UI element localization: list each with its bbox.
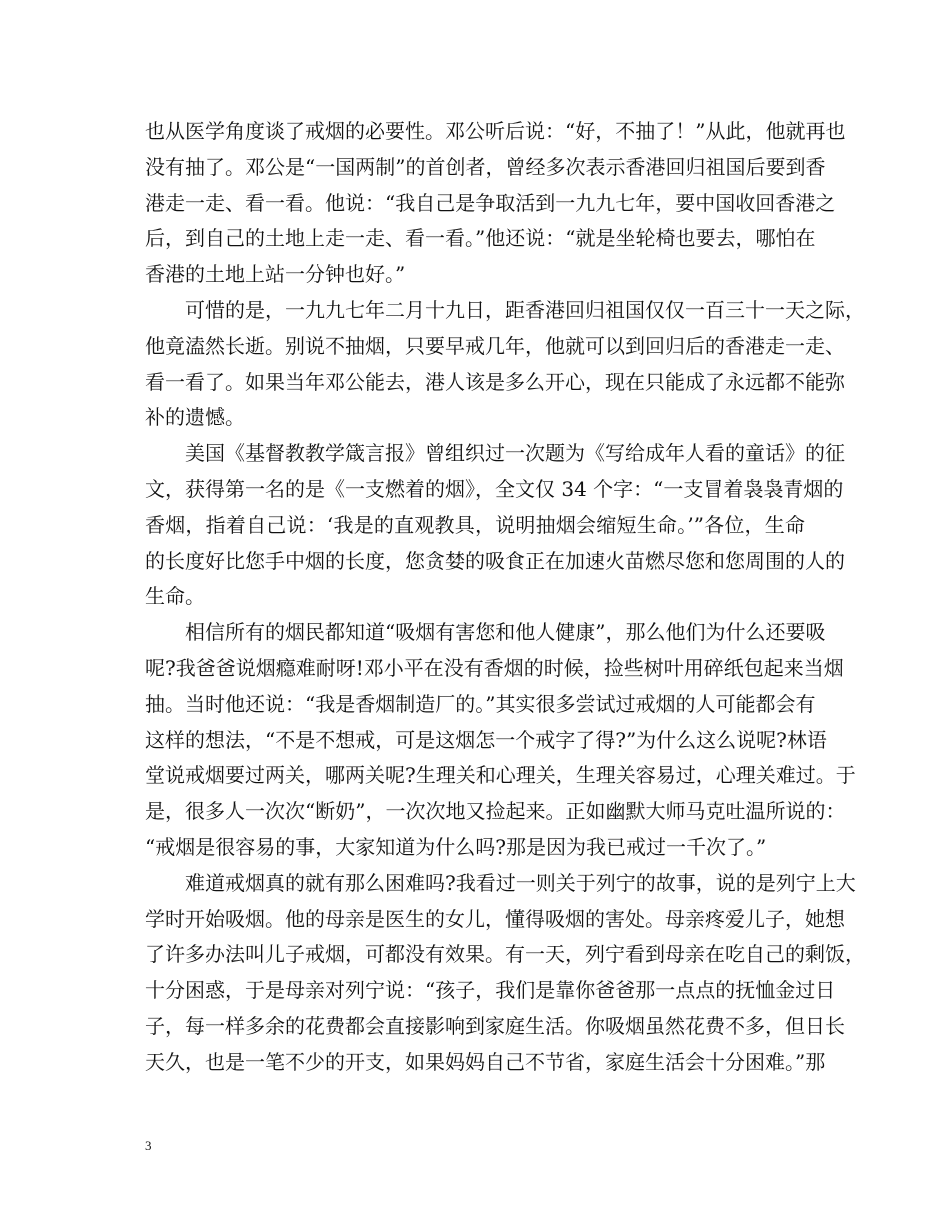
text-line: 堂说戒烟要过两关，哪两关呢?生理关和心理关，生理关容易过，心理关难过。于 <box>145 763 856 788</box>
page-number: 3 <box>145 1138 152 1153</box>
text-line: 没有抽了。邓公是“一国两制”的首创者，曾经多次表示香港回归祖国后要到香 <box>145 154 826 179</box>
text-line: 了许多办法叫儿子戒烟，可都没有效果。有一天，列宁看到母亲在吃自己的剩饭， <box>145 942 865 967</box>
text-line: 香港的土地上站一分钟也好。” <box>145 262 406 287</box>
text-line: 难道戒烟真的就有那么困难吗?我看过一则关于列宁的故事，说的是列宁上大 <box>185 870 856 895</box>
text-line: 也从医学角度谈了戒烟的必要性。邓公听后说：“好，不抽了！”从此，他就再也 <box>145 119 846 143</box>
body-text <box>145 114 865 1081</box>
text-line: 相信所有的烟民都知道“吸烟有害您和他人健康”，那么他们为什么还要吸 <box>185 620 826 645</box>
text-line: 子，每一样多余的花费都会直接影响到家庭生活。你吸烟虽然花费不多，但日长 <box>145 1013 845 1038</box>
text-line: 可惜的是，一九九七年二月十九日，距香港回归祖国仅仅一百三十一天之际， <box>185 297 865 322</box>
text-line: 他竟溘然长逝。别说不抽烟，只要早戒几年，他就可以到回归后的香港走一走、 <box>145 333 845 358</box>
text-line: 港走一走、看一看。他说：“我自己是争取活到一九九七年，要中国收回香港之 <box>145 190 836 215</box>
text-line: 后，到自己的土地上走一走、看一看。”他还说：“就是坐轮椅也要去，哪怕在 <box>145 226 816 251</box>
text-line: 天久，也是一笔不少的开支，如果妈妈自己不节省，家庭生活会十分困难。”那 <box>145 1049 826 1074</box>
text-line: 呢?我爸爸说烟瘾难耐呀!邓小平在没有香烟的时候，捡些树叶用碎纸包起来当烟 <box>145 655 844 680</box>
text-line: 学时开始吸烟。他的母亲是医生的女儿，懂得吸烟的害处。母亲疼爱儿子，她想 <box>145 906 845 931</box>
text-line: 是，很多人一次次“断奶”，一次次地又捡起来。正如幽默大师马克吐温所说的： <box>145 799 846 824</box>
text-line: 十分困惑，于是母亲对列宁说：“孩子，我们是靠你爸爸那一点点的抚恤金过日 <box>145 978 836 1003</box>
text-line: 补的遗憾。 <box>145 405 245 430</box>
text-line: “戒烟是很容易的事，大家知道为什么吗?那是因为我已戒过一千次了。” <box>145 834 767 859</box>
text-line: 生命。 <box>145 584 205 609</box>
text-line: 这样的想法，“不是不想戒，可是这烟怎一个戒字了得?”为什么这么说呢?林语 <box>145 727 827 752</box>
text-line: 抽。当时他还说：“我是香烟制造厂的。”其实很多尝试过戒烟的人可能都会有 <box>145 691 816 716</box>
text-line: 看一看了。如果当年邓公能去，港人该是多么开心，现在只能成了永远都不能弥 <box>145 369 845 394</box>
text-line: 的长度好比您手中烟的长度，您贪婪的吸食正在加速火苗燃尽您和您周围的人的 <box>145 548 845 573</box>
text-line: 美国《基督教教学箴言报》曾组织过一次题为《写给成年人看的童话》的征 <box>185 441 845 466</box>
text-line: 文，获得第一名的是《一支燃着的烟》，全文仅 34 个字：“一支冒着袅袅青烟的 <box>145 476 844 501</box>
text-line: 香烟，指着自己说：‘我是的直观教具，说明抽烟会缩短生命。’”各位，生命 <box>145 512 805 537</box>
